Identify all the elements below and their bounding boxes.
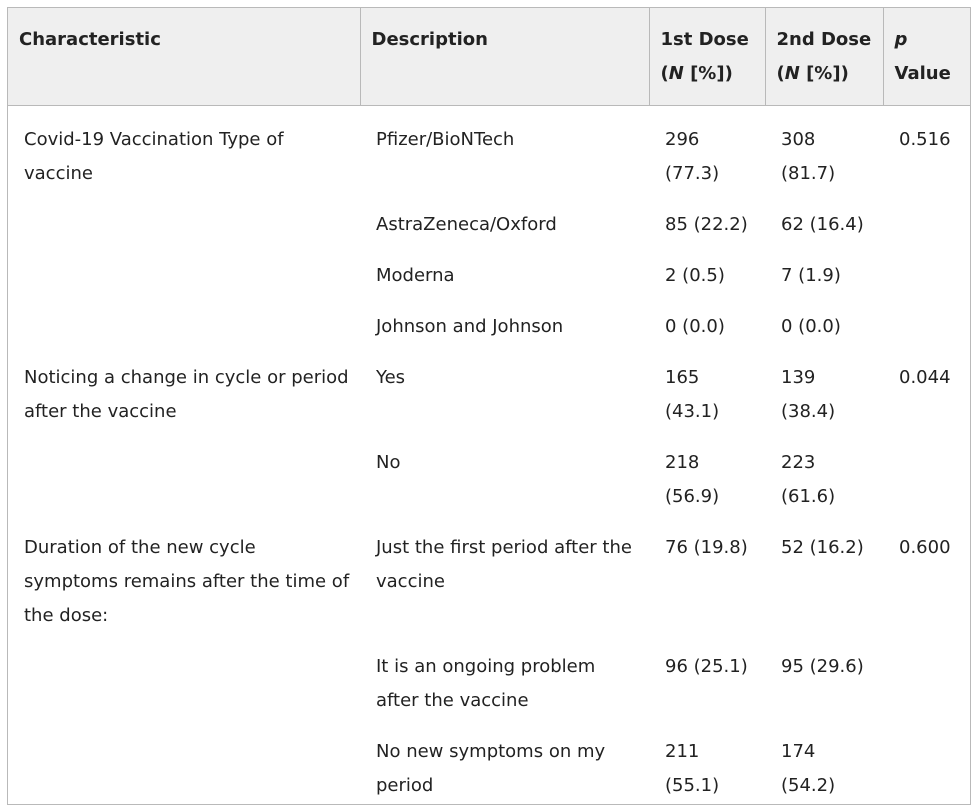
cell-characteristic: Duration of the new cycle symptoms remains after the time of the dose:	[24, 537, 350, 626]
cell-characteristic	[8, 191, 360, 242]
cell-description: No new symptoms on my period	[376, 741, 606, 796]
cell-dose2: 52 (16.2)	[781, 537, 864, 558]
header-p-value: p Value	[883, 8, 970, 106]
cell-description: Just the first period after the vaccine	[376, 537, 632, 592]
table-row	[8, 718, 970, 803]
table-row	[8, 514, 970, 633]
cell-dose1: 211 (55.1)	[665, 741, 720, 796]
header-dose1: 1st Dose (N [%])	[649, 8, 765, 106]
cell-p-value	[883, 191, 970, 242]
cell-characteristic	[8, 429, 360, 514]
cell-description: Pfizer/BioNTech	[376, 129, 515, 150]
cell-p-value: 0.044	[899, 367, 951, 388]
table-row	[8, 191, 970, 242]
cell-description: Yes	[376, 367, 406, 388]
cell-p-value	[883, 718, 970, 803]
table-row	[8, 242, 970, 293]
cell-dose1: 2 (0.5)	[665, 265, 725, 286]
cell-characteristic	[8, 633, 360, 718]
cell-characteristic	[8, 293, 360, 344]
table-row	[8, 429, 970, 514]
cell-dose2: 7 (1.9)	[781, 265, 841, 286]
cell-description: It is an ongoing problem after the vaccine	[376, 656, 596, 711]
cell-p-value: 0.600	[899, 537, 951, 558]
cell-description: No	[376, 452, 401, 473]
table-row	[8, 633, 970, 718]
cell-dose1: 85 (22.2)	[665, 214, 748, 235]
header-characteristic: Characteristic	[8, 8, 360, 106]
cell-dose2: 0 (0.0)	[781, 316, 841, 337]
cell-p-value	[883, 293, 970, 344]
table-row	[8, 106, 970, 192]
cell-dose2: 223 (61.6)	[781, 452, 836, 507]
cell-characteristic	[8, 718, 360, 803]
cell-dose1: 165 (43.1)	[665, 367, 720, 422]
cell-characteristic: Noticing a change in cycle or period after the vaccine	[24, 367, 349, 422]
cell-p-value	[883, 242, 970, 293]
cell-dose2: 62 (16.4)	[781, 214, 864, 235]
cell-dose1: 296 (77.3)	[665, 129, 720, 184]
cell-dose2: 95 (29.6)	[781, 656, 864, 677]
cell-characteristic: Covid-19 Vaccination Type of vaccine	[24, 129, 284, 184]
cell-description: Johnson and Johnson	[376, 316, 564, 337]
cell-p-value	[883, 633, 970, 718]
table-header	[8, 8, 970, 106]
results-table	[8, 8, 970, 803]
header-dose2: 2nd Dose (N [%])	[765, 8, 883, 106]
cell-dose2: 139 (38.4)	[781, 367, 836, 422]
table-body	[8, 106, 970, 804]
table-row	[8, 293, 970, 344]
results-table-container	[7, 7, 971, 805]
header-row	[8, 8, 970, 106]
cell-p-value	[883, 429, 970, 514]
cell-dose1: 96 (25.1)	[665, 656, 748, 677]
cell-description: Moderna	[376, 265, 455, 286]
cell-p-value: 0.516	[899, 129, 951, 150]
cell-description: AstraZeneca/Oxford	[376, 214, 557, 235]
cell-dose2: 308 (81.7)	[781, 129, 836, 184]
header-description: Description	[360, 8, 649, 106]
cell-dose1: 0 (0.0)	[665, 316, 725, 337]
cell-dose1: 218 (56.9)	[665, 452, 720, 507]
cell-dose1: 76 (19.8)	[665, 537, 748, 558]
cell-dose2: 174 (54.2)	[781, 741, 836, 796]
cell-characteristic	[8, 242, 360, 293]
table-row	[8, 344, 970, 429]
